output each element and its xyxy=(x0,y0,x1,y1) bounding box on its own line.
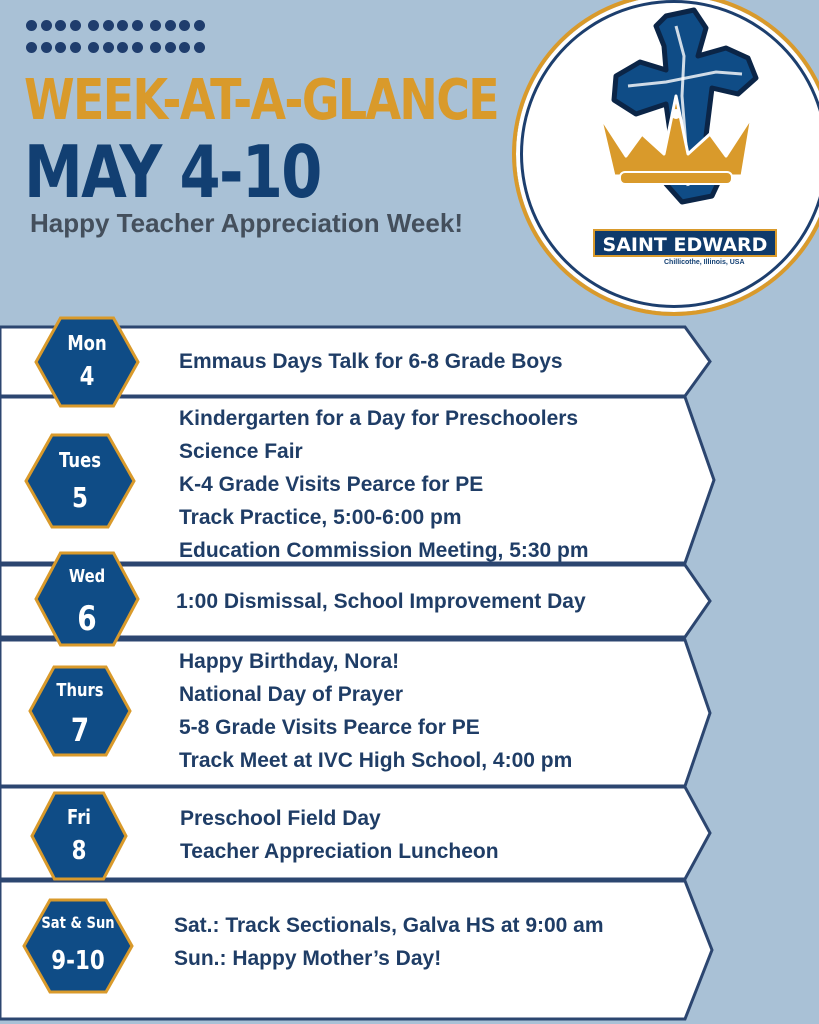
day-badge xyxy=(24,433,136,529)
day-date: 4 xyxy=(79,362,95,392)
day-badge xyxy=(34,551,140,647)
event-item: Track Practice, 5:00-6:00 pm xyxy=(179,506,462,529)
day-name: Tues xyxy=(59,448,101,473)
event-item: Teacher Appreciation Luncheon xyxy=(180,840,499,863)
day-events xyxy=(179,645,572,777)
event-item: Kindergarten for a Day for Preschoolers xyxy=(179,407,579,430)
day-name: Mon xyxy=(67,330,107,355)
event-item: Track Meet at IVC High School, 4:00 pm xyxy=(179,749,573,772)
day-name: Wed xyxy=(68,566,106,588)
event-item: Emmaus Days Talk for 6-8 Grade Boys xyxy=(179,350,563,373)
day-badge xyxy=(28,665,132,757)
title-week-at-a-glance: WEEK-AT-A-GLANCE xyxy=(24,68,498,133)
day-name: Sat & Sun xyxy=(41,913,115,933)
event-item: National Day of Prayer xyxy=(179,683,404,706)
logo-location: Chillicothe, Illinois, USA xyxy=(664,259,745,266)
day-badge xyxy=(30,791,128,881)
day-date: 8 xyxy=(71,836,87,866)
event-item: Happy Birthday, Nora! xyxy=(179,650,400,673)
day-name: Fri xyxy=(67,805,91,830)
day-events xyxy=(179,402,589,567)
day-badge xyxy=(34,316,140,408)
title-date-range: MAY 4-10 xyxy=(24,130,321,214)
event-item: Preschool Field Day xyxy=(180,807,381,830)
day-events xyxy=(180,802,499,868)
event-item: Education Commission Meeting, 5:30 pm xyxy=(179,539,589,562)
day-date: 9-10 xyxy=(51,946,105,976)
day-badge xyxy=(22,898,134,994)
day-events xyxy=(179,345,563,378)
day-events xyxy=(174,909,604,975)
event-item: 5-8 Grade Visits Pearce for PE xyxy=(179,716,480,739)
day-date: 7 xyxy=(70,711,90,749)
logo-name: SAINT EDWARD xyxy=(593,229,777,257)
event-item: Sun.: Happy Mother’s Day! xyxy=(174,947,442,970)
event-item: Science Fair xyxy=(179,440,303,463)
day-name: Thurs xyxy=(56,679,104,701)
day-date: 5 xyxy=(72,481,88,514)
day-events xyxy=(176,585,586,618)
event-item: Sat.: Track Sectionals, Galva HS at 9:00 am xyxy=(174,914,604,937)
day-date: 6 xyxy=(77,599,97,639)
event-item: K-4 Grade Visits Pearce for PE xyxy=(179,473,484,496)
event-item: 1:00 Dismissal, School Improvement Day xyxy=(176,590,586,613)
subtitle: Happy Teacher Appreciation Week! xyxy=(30,208,463,238)
